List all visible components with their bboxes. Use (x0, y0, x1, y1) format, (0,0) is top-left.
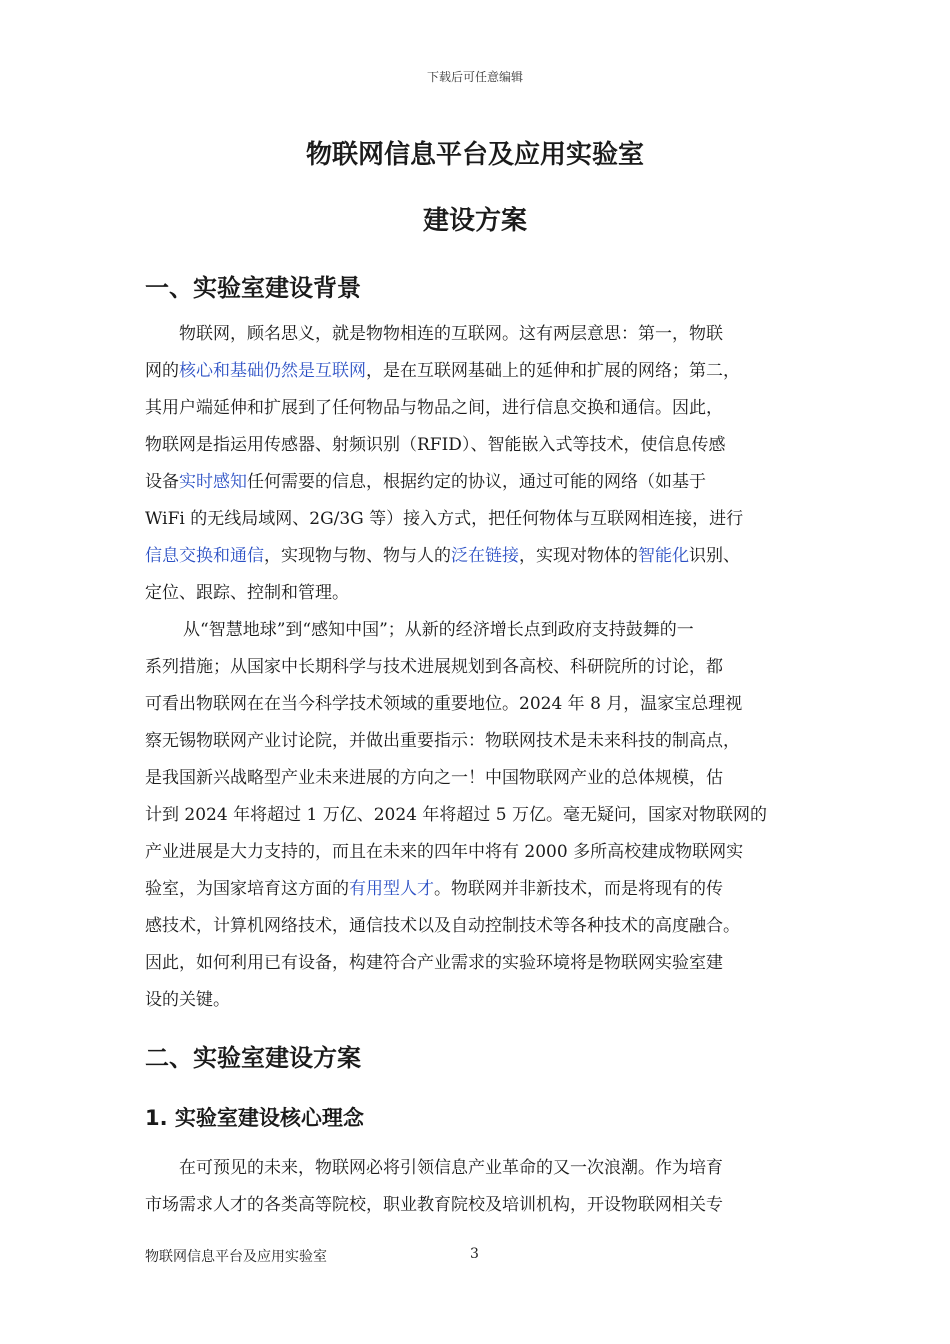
text-line: 在可预见的未来，物联网必将引领信息产业革命的又一次浪潮。作为培育 (179, 1158, 723, 1178)
text-line: 物联网是指运用传感器、射频识别（RFID）、智能嵌入式等技术，使信息传感 (145, 435, 726, 455)
text-line: 定位、跟踪、控制和管理。 (145, 583, 349, 603)
section2-heading: 二、实验室建设方案 (145, 1044, 361, 1072)
section1-heading: 一、实验室建设背景 (145, 274, 361, 302)
section2-sub1-heading: 1. 实验室建设核心理念 (145, 1106, 364, 1130)
text-span: 任何需要的信息，根据约定的协议，通过可能的网络（如基于 (247, 472, 706, 492)
hyperlink-intelligent[interactable]: 智能化 (638, 546, 689, 566)
text-line: 物联网，顾名思义，就是物物相连的互联网。这有两层意思：第一，物联 (179, 324, 723, 344)
text-span: 网的 (145, 361, 179, 381)
section2-paragraph1 (145, 1150, 835, 1224)
page-number: 3 (470, 1246, 479, 1262)
text-line: 系列措施；从国家中长期科学与技术进展规划到各高校、科研院所的讨论，都 (145, 657, 723, 677)
text-line (145, 353, 835, 390)
text-line: 察无锡物联网产业讨论院，并做出重要指示：物联网技术是未来科技的制高点， (145, 731, 740, 751)
text-span: 设备 (145, 472, 179, 492)
text-line (145, 464, 835, 501)
text-span: 识别、 (689, 546, 740, 566)
text-line: 设的关键。 (145, 990, 230, 1010)
text-span: 验室，为国家培育这方面的 (145, 879, 349, 899)
section1-paragraph2 (145, 612, 835, 1019)
document-title-line1: 物联网信息平台及应用实验室 (305, 140, 644, 170)
text-line: 产业进展是大力支持的，而且在未来的四年中将有 2000 多所高校建成物联网实 (145, 842, 744, 862)
text-line: 是我国新兴战略型产业未来进展的方向之一！中国物联网产业的总体规模，估 (145, 768, 723, 788)
text-line (145, 871, 835, 908)
hyperlink-ubiquitous-link[interactable]: 泛在链接 (451, 546, 519, 566)
text-span: ，是在互联网基础上的延伸和扩展的网络；第二， (366, 361, 740, 381)
text-span: ，实现对物体的 (519, 546, 638, 566)
text-line: 可看出物联网在在当今科学技术领域的重要地位。2024 年 8 月，温家宝总理视 (145, 694, 743, 714)
hyperlink-practical-talent[interactable]: 有用型人才 (349, 879, 434, 899)
text-line: 感技术，计算机网络技术，通信技术以及自动控制技术等各种技术的高度融合。 (145, 916, 740, 936)
header-note: 下载后可任意编辑 (426, 70, 523, 84)
text-span: ，实现物与物、物与人的 (264, 546, 451, 566)
text-line: WiFi 的无线局域网、2G/3G 等）接入方式，把任何物体与互联网相连接，进行 (145, 509, 744, 529)
text-line: 市场需求人才的各类高等院校，职业教育院校及培训机构，开设物联网相关专 (145, 1195, 723, 1215)
text-line: 其用户端延伸和扩展到了任何物品与物品之间，进行信息交换和通信。因此， (145, 398, 723, 418)
document-title-line2: 建设方案 (422, 206, 527, 236)
hyperlink-info-exchange[interactable]: 信息交换和通信 (145, 546, 264, 566)
text-line: 计到 2024 年将超过 1 万亿、2024 年将超过 5 万亿。毫无疑问，国家对物联网的 (145, 805, 767, 825)
text-line: 从“智慧地球”到“感知中国”；从新的经济增长点到政府支持鼓舞的一 (183, 620, 694, 640)
footer-title: 物联网信息平台及应用实验室 (145, 1249, 327, 1265)
hyperlink-realtime-sensing[interactable]: 实时感知 (179, 472, 247, 492)
text-span: 。物联网并非新技术，而是将现有的传 (434, 879, 723, 899)
section1-paragraph1 (145, 316, 835, 612)
text-line (145, 538, 835, 575)
hyperlink-core-internet[interactable]: 核心和基础仍然是互联网 (179, 361, 366, 381)
text-line: 因此，如何利用已有设备，构建符合产业需求的实验环境将是物联网实验室建 (145, 953, 723, 973)
